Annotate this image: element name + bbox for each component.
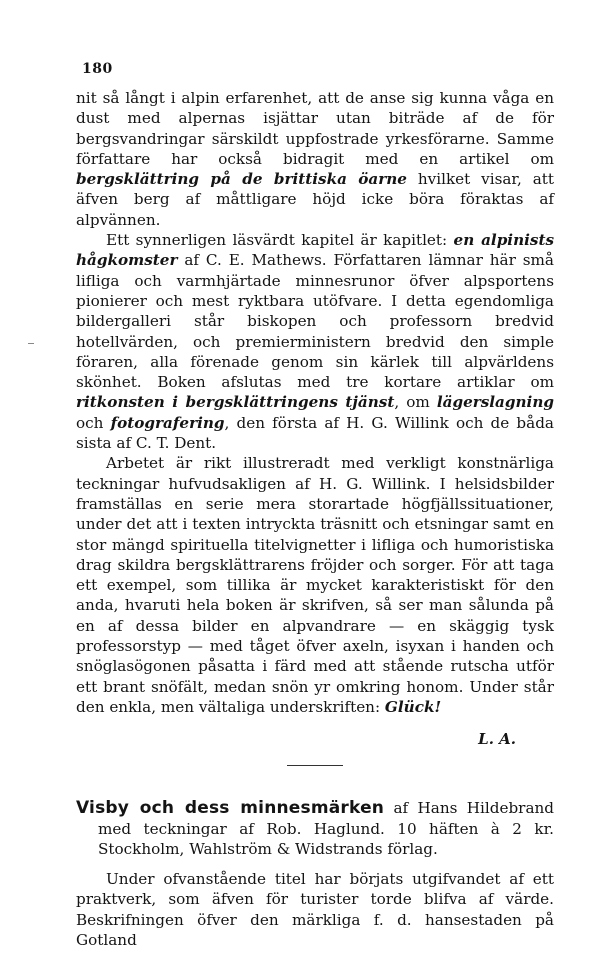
paragraph-4-text-a: Under ofvanstående titel har börjats utgifvandet af ett praktverk, som äfven för turister torde blifva af värde. Beskrifningen öfver den märkliga f. d. hansestaden på Gotland — [76, 870, 554, 949]
signature: L. A. — [478, 730, 516, 749]
paragraph-1-text-b: hvilket visar, att äfven berg af måttligare höjd icke böra föraktas af alpvännen. — [76, 170, 554, 229]
text-column — [76, 88, 554, 950]
paragraph-1 — [76, 88, 554, 230]
paragraph-2-text-e: , den första af H. G. Willink och de båda sista af C. T. Dent. — [76, 413, 554, 453]
paragraph-2 — [76, 230, 554, 453]
paragraph-1-text-a: nit så långt i alpin erfarenhet, att de anse sig kunna våga en dust med alpernas isjättar utan biträde af de för bergsvandringar särskildt uppfostrade yrkesförarne. Samme författare har också bidragit med en artikel om — [76, 89, 554, 168]
section-divider — [287, 765, 343, 766]
book-title: Visby och dess minnesmärken — [76, 798, 385, 819]
book-details: af Hans Hildebrand med teckningar af Rob. Haglund. 10 häften à 2 kr. Stockholm, Wahlström & Widstrands förlag. — [98, 799, 555, 858]
paragraph-3-italic-gluck: Glück! — [384, 697, 442, 716]
paragraph-4 — [76, 869, 554, 950]
book-entry-heading — [76, 798, 554, 859]
paragraph-2-italic-lagerslagning: lägerslagning — [436, 393, 554, 412]
paragraph-2-text-b: af C. E. Mathews. Författaren lämnar här små lifliga och varmhjärtade minnesrunor öfver alpsportens pionierer och mest ryktbara utöfvare. I detta egendomliga bildergalleri står biskopen och professorn bredvid hotellvärden, och premierministern bredvid den simple föraren, alla förenade genom sin kärlek till alpvärldens skönhet. Boken afslutas med tre kortare artiklar om — [76, 251, 554, 392]
paragraph-2-text-d: och — [76, 413, 111, 432]
paragraph-2-text-a: Ett synnerligen läsvärdt kapitel är kapitlet: — [106, 231, 454, 250]
book-entry — [76, 798, 554, 859]
paragraph-3 — [76, 453, 554, 717]
paragraph-2-italic-ritkonsten: ritkonsten i bergsklättringens tjänst — [76, 393, 395, 412]
paragraph-2-text-c: , om — [394, 393, 437, 412]
paragraph-2-italic-chapter: en alpinists hågkomster — [76, 231, 555, 270]
paragraph-2-italic-fotografering: fotografering — [110, 413, 225, 432]
margin-mark — [28, 343, 34, 344]
paragraph-1-italic-title: bergsklättring på de brittiska öarne — [76, 170, 407, 189]
paragraph-3-text-a: Arbetet är rikt illustreradt med verkligt konstnärliga teckningar hufvudsakligen af H. G. Willink. I helsidsbilder framställas en serie mera storartade högfjällssituationer, under det att i texten intryckta träsnitt och etsningar samt en stor mängd spirituella titelvignetter i lifliga och humoristiska drag skildra bergsklättrarens fröjder och sorger. För att taga ett exempel, som tillika är mycket karakteristiskt för den anda, hvaruti hela boken är skrifven, så ser man sålunda på en af dessa bilder en alpvandrare — en skäggig tysk professorstyp — med tåget öfver axeln, isyxan i handen och snöglasögonen påsatta i färd med att stående rutscha utför ett brant snöfält, medan snön yr omkring honom. Under står den enkla, men vältaliga underskriften: — [76, 454, 554, 716]
page-number: 180 — [82, 61, 113, 77]
